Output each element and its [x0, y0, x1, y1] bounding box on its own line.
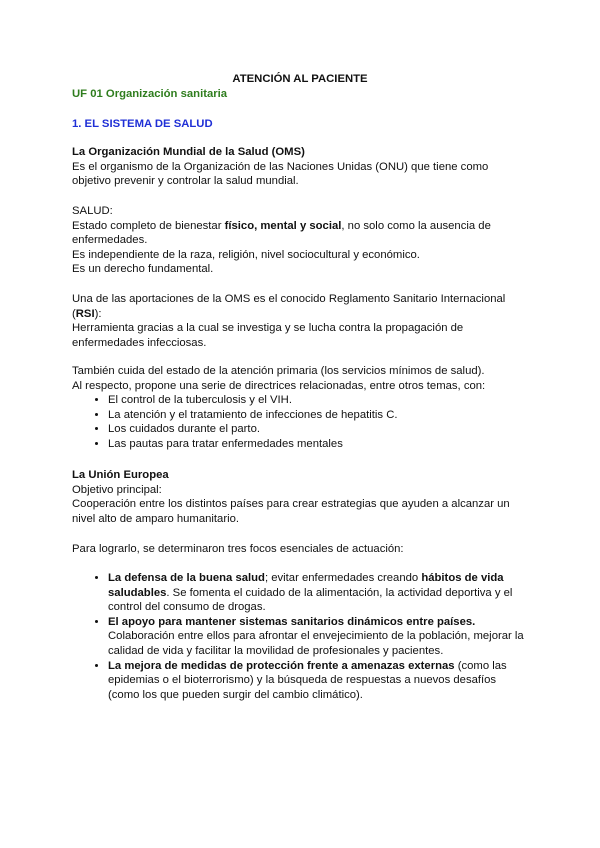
salud-line: Es un derecho fundamental. — [72, 263, 214, 276]
lograrlo-line: Para lograrlo, se determinaron tres focos esenciales de actuación: — [72, 543, 404, 555]
ue-section — [72, 468, 527, 526]
list-item — [108, 615, 527, 659]
rsi-description: Herramienta gracias a la cual se investiga y se lucha contra la propagación de enfermedades infecciosas. — [72, 322, 464, 349]
list-item — [108, 659, 527, 703]
list-item: • El control de la tuberculosis y el VIH. — [108, 393, 527, 408]
foco-title: La defensa de la buena salud — [108, 572, 265, 584]
oms-intro: Es el organismo de la Organización de las Naciones Unidas (ONU) que tiene como objetivo prevenir y controlar la salud mundial. — [72, 160, 489, 188]
foco-emphasis: hábitos de vida saludables — [108, 572, 504, 599]
unit-heading: UF 01 Organización sanitaria — [72, 88, 228, 100]
rsi-acronym: RSI — [75, 307, 95, 320]
foco-title: La mejora de medidas de protección frente a amenazas externas — [108, 659, 455, 672]
section-heading: 1. EL SISTEMA DE SALUD — [72, 118, 213, 130]
list-item: • Los cuidados durante el parto. — [108, 422, 527, 437]
salud-label: SALUD: — [72, 205, 113, 217]
primaria-line: También cuida del estado de la atención primaria (los servicios mínimos de salud). — [72, 365, 485, 377]
oms-heading: La Organización Mundial de la Salud (OMS) — [72, 146, 305, 158]
document-title: ATENCIÓN AL PACIENTE — [232, 73, 368, 85]
foco-title: El apoyo para mantener sistemas sanitarios dinámicos entre países. — [108, 615, 476, 628]
list-item: • Las pautas para tratar enfermedades mentales — [108, 437, 527, 452]
salud-def-text-end: , no solo como la ausencia de enfermedades. — [72, 219, 491, 247]
objetivo-label: Objetivo principal: — [72, 483, 162, 496]
objetivo-text: Cooperación entre los distintos países para crear estrategias que ayuden a alcanzar un nivel alto de amparo humanitario. — [72, 498, 510, 525]
list-item: • La atención y el tratamiento de infecciones de hepatitis C. — [108, 408, 527, 423]
oms-section — [72, 145, 527, 189]
foco-text: Colaboración entre ellos para afrontar el envejecimiento de la población, mejorar la calidad de vida y facilitar la movilidad de profesionales y pacientes. — [108, 630, 524, 657]
directrices-line: Al respecto, propone una serie de directrices relacionadas, entre otros temas, con: — [72, 379, 486, 392]
salud-definition — [72, 204, 527, 277]
foco-text: ; evitar enfermedades creando — [264, 572, 422, 584]
list-item — [108, 571, 527, 615]
rsi-text: Una de las aportaciones de la OMS es el conocido Reglamento Sanitario Internacional ( — [72, 293, 506, 320]
foco-text-end: . Se fomenta el cuidado de la alimentación, la actividad deportiva y el control del consumo de drogas. — [108, 586, 513, 614]
rsi-line — [72, 292, 527, 321]
salud-def-text: Estado completo de bienestar — [72, 219, 225, 232]
ue-heading: La Unión Europea — [72, 469, 169, 481]
focos-list-wrap — [72, 571, 527, 702]
foco-text: (como las epidemias o el bioterrorismo) y la búsqueda de respuestas a nuevos desafíos (como los que pueden surgir del cambio climático). — [108, 659, 507, 701]
directrices-list — [72, 393, 527, 451]
salud-def-emphasis: físico, mental y social — [224, 219, 342, 232]
salud-line: Es independiente de la raza, religión, nivel sociocultural y económico. — [72, 248, 420, 261]
salud-def — [72, 219, 527, 248]
focos-list — [72, 571, 527, 702]
primaria-paragraph — [72, 364, 527, 452]
rsi-paragraph — [72, 292, 527, 350]
rsi-text-end: ): — [94, 307, 102, 320]
